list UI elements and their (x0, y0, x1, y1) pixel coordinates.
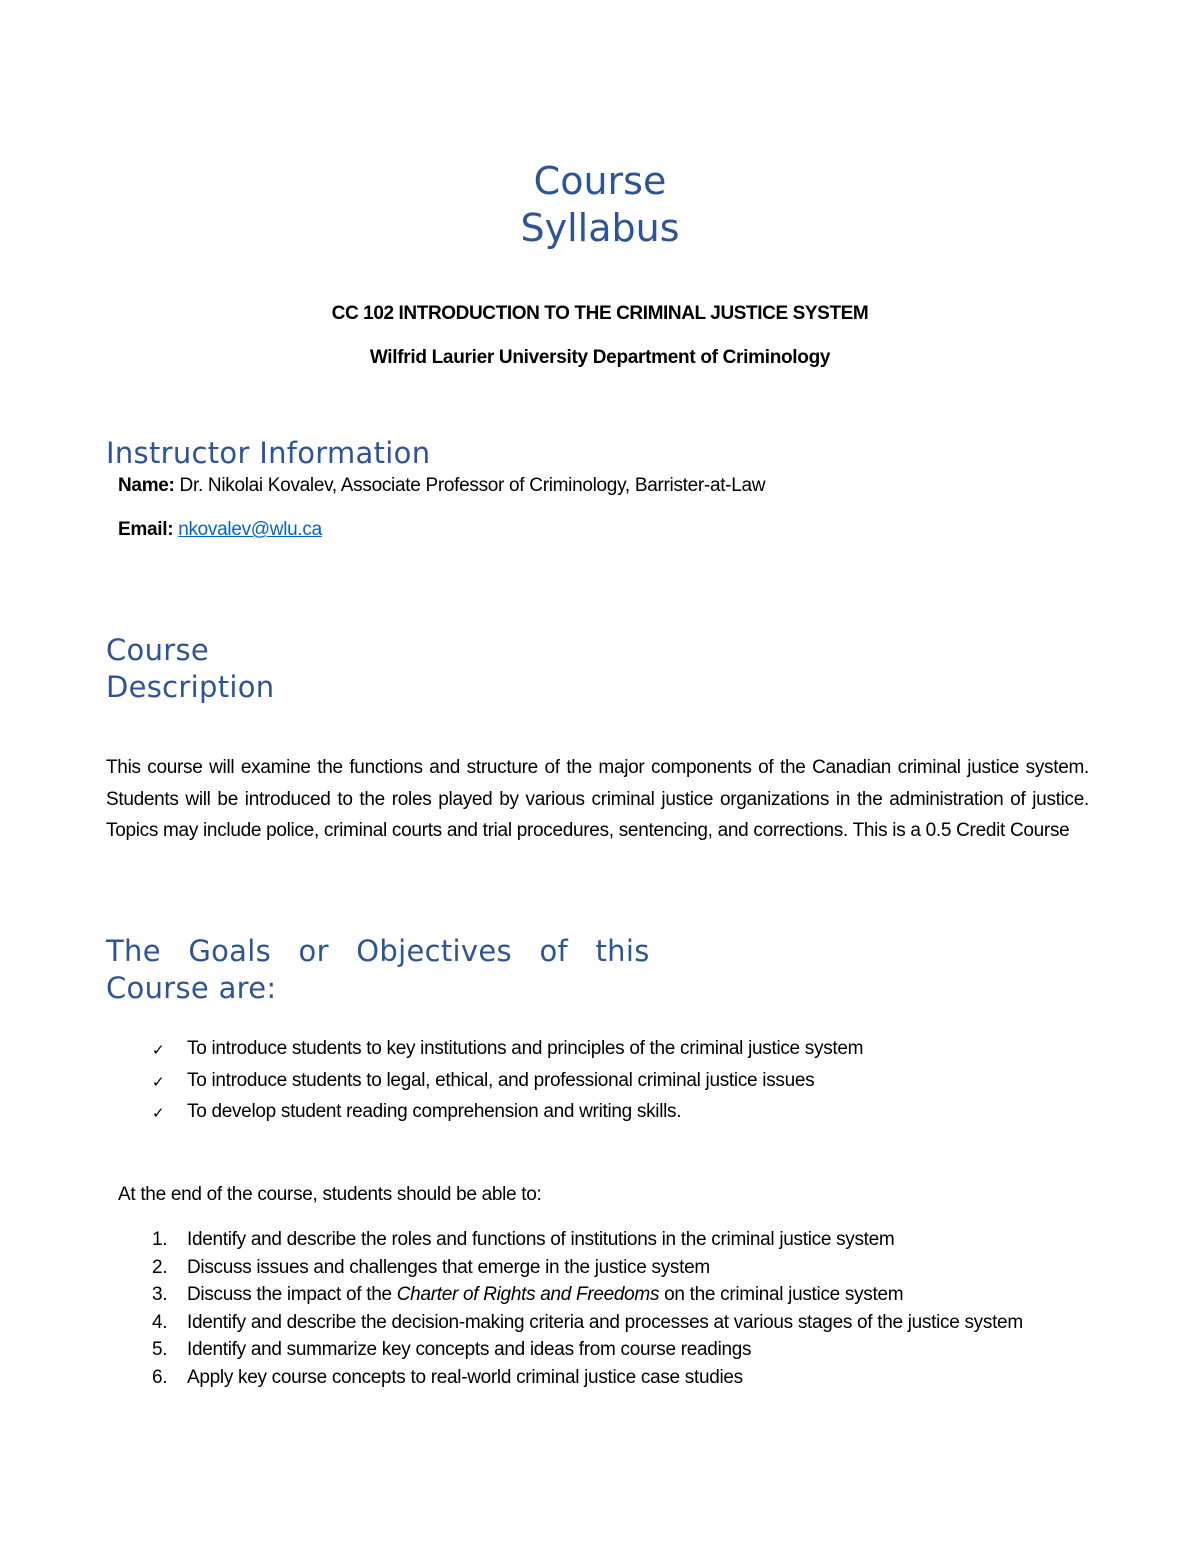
outcome-text-after: on the criminal justice system (659, 1284, 904, 1305)
item-number: 2. (152, 1256, 168, 1278)
title-line-2: Syllabus (520, 206, 680, 250)
list-item (150, 1309, 1050, 1337)
instructor-email (118, 519, 322, 541)
item-number: 5. (152, 1339, 168, 1360)
description-heading-line-2: Description (106, 670, 275, 704)
department: Wilfrid Laurier University Department of Criminology (369, 347, 831, 368)
list-item (150, 1364, 1050, 1392)
goals-heading-line-2: Course are: (106, 971, 277, 1005)
goals-list (150, 1035, 863, 1130)
outcomes-list (150, 1226, 1050, 1391)
item-number: 4. (152, 1311, 168, 1333)
list-item (150, 1336, 1050, 1364)
instructor-name (118, 475, 765, 497)
charter-title: Charter of Rights and Freedoms (396, 1284, 660, 1305)
check-icon: ✓ (152, 1104, 165, 1122)
email-label: Email: (118, 519, 174, 540)
list-item (150, 1226, 1050, 1254)
item-number: 1. (152, 1229, 168, 1250)
course-description: This course will examine the functions and structure of the major components of the Canadian criminal justice system. Students will be introduced to the roles played by various criminal justice organizations in the administration of justice. Topics may include police, criminal courts and trial procedures, sentencing, and corrections. This is a 0.5 Credit Course (106, 757, 1089, 841)
course-code: CC 102 INTRODUCTION TO THE CRIMINAL JUSTICE SYSTEM (331, 303, 869, 324)
outcome-text: Apply key course concepts to real-world criminal justice case studies (187, 1366, 743, 1388)
item-number: 3. (152, 1284, 168, 1305)
instructor-heading: Instructor Information (106, 436, 431, 470)
item-number: 6. (152, 1366, 168, 1388)
list-item (150, 1254, 1050, 1282)
check-icon: ✓ (152, 1072, 165, 1091)
title-line-1: Course (533, 159, 667, 203)
goals-heading-line-1: The Goals or Objectives of this (106, 934, 650, 968)
check-icon: ✓ (152, 1041, 165, 1059)
email-link[interactable]: nkovalev@wlu.ca (178, 519, 322, 540)
goals-heading (106, 933, 650, 1007)
outcomes-intro: At the end of the course, students should be able to: (118, 1184, 542, 1205)
outcome-text: Identify and describe the decision-making criteria and processes at various stages of the justice system (187, 1311, 1023, 1333)
outcome-text: Identify and describe the roles and functions of institutions in the criminal justice system (187, 1229, 895, 1250)
page-title (0, 158, 1200, 252)
description-heading (106, 632, 274, 706)
outcome-text: Identify and summarize key concepts and ideas from course readings (187, 1339, 752, 1360)
list-item (150, 1035, 863, 1067)
list-item (150, 1281, 1050, 1309)
goal-text: To develop student reading comprehension and writing skills. (187, 1101, 682, 1122)
outcome-text-before: Discuss the impact of the (187, 1284, 397, 1305)
list-item (150, 1098, 863, 1130)
goal-text: To introduce students to key institutions and principles of the criminal justice system (187, 1038, 864, 1059)
name-label: Name: (118, 475, 175, 496)
list-item (150, 1067, 863, 1099)
description-heading-line-1: Course (106, 633, 210, 667)
goal-text: To introduce students to legal, ethical, and professional criminal justice issues (187, 1069, 815, 1091)
outcome-text: Discuss issues and challenges that emerge in the justice system (187, 1256, 710, 1278)
name-value: Dr. Nikolai Kovalev, Associate Professor of Criminology, Barrister-at-Law (174, 475, 766, 496)
